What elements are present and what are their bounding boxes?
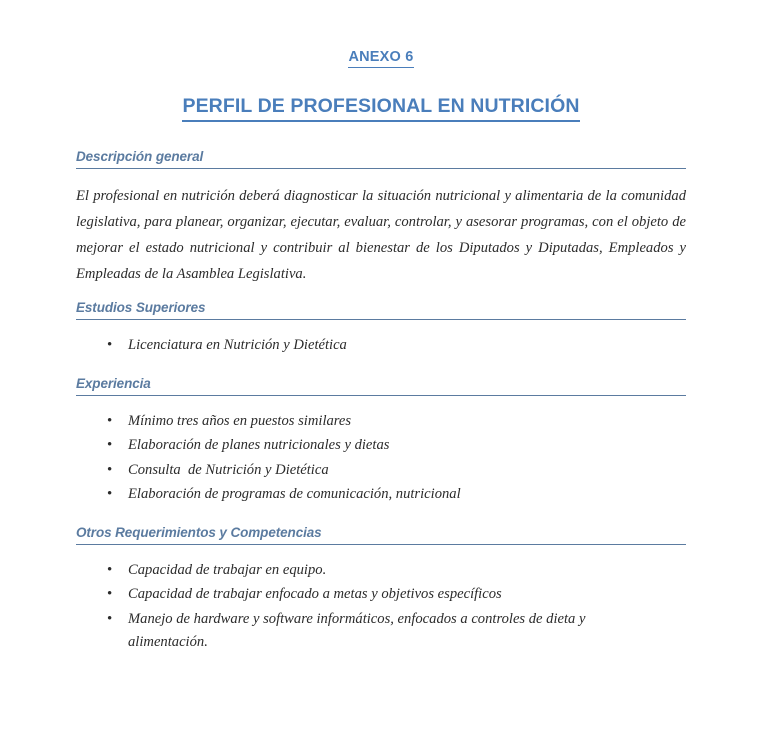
section-estudios-superiores xyxy=(76,299,686,358)
bullet-icon: • xyxy=(107,486,113,502)
annex-label xyxy=(0,0,762,65)
page-title-text: PERFIL DE PROFESIONAL EN NUTRICIÓN xyxy=(182,95,579,122)
section-heading: Descripción general xyxy=(76,149,204,164)
section-heading: Experiencia xyxy=(76,375,151,391)
section-experiencia xyxy=(76,375,686,507)
bullet-icon: • xyxy=(107,461,113,478)
bullet-icon: • xyxy=(107,586,113,602)
list-item xyxy=(76,483,686,507)
bullet-icon: • xyxy=(107,561,113,578)
list-item-label: Manejo de hardware y software informáticos, enfocados a controles de dieta y alimentación. xyxy=(128,610,590,650)
list-item-label: Licenciatura en Nutrición y Dietética xyxy=(128,337,347,353)
list-item xyxy=(76,334,686,358)
list-item xyxy=(76,459,686,483)
section-otros-requerimientos xyxy=(76,524,686,655)
bullet-icon: • xyxy=(107,337,113,353)
list-item xyxy=(76,410,686,434)
section-heading: Estudios Superiores xyxy=(76,300,206,315)
list-item xyxy=(76,608,686,655)
list-item-label: Elaboración de planes nutricionales y dietas xyxy=(128,437,390,453)
page-title xyxy=(0,65,762,118)
document-body xyxy=(76,118,686,655)
list-item-label: Consulta de Nutrición y Dietética xyxy=(128,461,329,478)
list-item xyxy=(76,583,686,607)
section-paragraph: El profesional en nutrición deberá diagnosticar la situación nutricional y alimentaria de la comunidad legislativa, para planear, organizar, ejecutar, evaluar, controlar, y asesorar programas, con el objeto de mejorar el estado nutricional y contribuir al bienestar de los Diputados y Diputadas, Empleados y Empleadas de la Asamblea Legislativa. xyxy=(76,188,686,282)
bullet-list xyxy=(76,396,686,507)
annex-label-text: ANEXO 6 xyxy=(348,49,413,68)
list-item-label: Capacidad de trabajar enfocado a metas y objetivos específicos xyxy=(128,586,502,602)
bullet-list xyxy=(76,320,686,358)
bullet-icon: • xyxy=(107,437,113,453)
list-item-label: Mínimo tres años en puestos similares xyxy=(128,412,352,429)
list-item-label: Capacidad de trabajar en equipo. xyxy=(128,561,327,578)
list-item xyxy=(76,434,686,458)
list-item-label: Elaboración de programas de comunicación, nutricional xyxy=(128,486,461,502)
bullet-icon: • xyxy=(107,412,113,429)
section-descripcion-general xyxy=(76,148,686,287)
bullet-list xyxy=(76,545,686,655)
bullet-icon: • xyxy=(107,610,113,627)
section-heading: Otros Requerimientos y Competencias xyxy=(76,524,322,540)
list-item xyxy=(76,559,686,583)
